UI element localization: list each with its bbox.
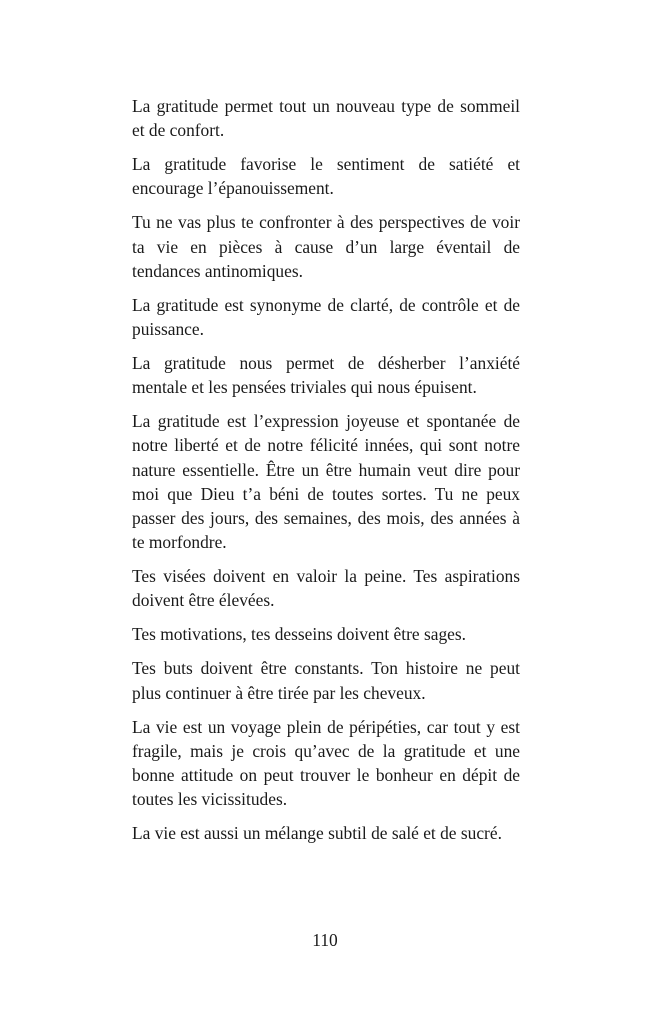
paragraph: Tes motivations, tes desseins doivent être sages. [132,624,466,645]
paragraph: La gratitude favorise le sentiment de satiété et encourage l’épanouissement. [132,154,520,199]
paragraph: Tes buts doivent être constants. Ton histoire ne peut plus continuer à être tirée par les cheveux. [132,658,520,703]
paragraph: La vie est un voyage plein de péripéties, car tout y est fragile, mais je crois qu’avec de la gratitude et une bonne attitude on peut trouver le bonheur en dépit de toutes les vicissitudes. [132,716,520,810]
paragraph: Tu ne vas plus te confronter à des perspectives de voir ta vie en pièces à cause d’un large éventail de tendances antinomiques. [132,212,520,281]
paragraph: La gratitude nous permet de désherber l’anxiété mentale et les pensées triviales qui nous épuisent. [132,353,520,398]
page-number: 110 [312,930,338,950]
paragraph: La gratitude est synonyme de clarté, de contrôle et de puissance. [132,294,520,340]
paragraph: La gratitude permet tout un nouveau type de sommeil et de confort. [132,96,520,141]
body-text [132,94,520,855]
paragraph: Tes visées doivent en valoir la peine. Tes aspirations doivent être élevées. [132,566,520,611]
paragraph: La gratitude est l’expression joyeuse et spontanée de notre liberté et de notre félicité innées, qui sont notre nature essentielle. Être un être humain veut dire pour moi que Dieu t’a béni de toutes sortes. Tu ne peux passer des jours, des semaines, des mois, des années à te morfondre. [132,411,520,553]
paragraph: La vie est aussi un mélange subtil de salé et de sucré. [132,823,502,844]
